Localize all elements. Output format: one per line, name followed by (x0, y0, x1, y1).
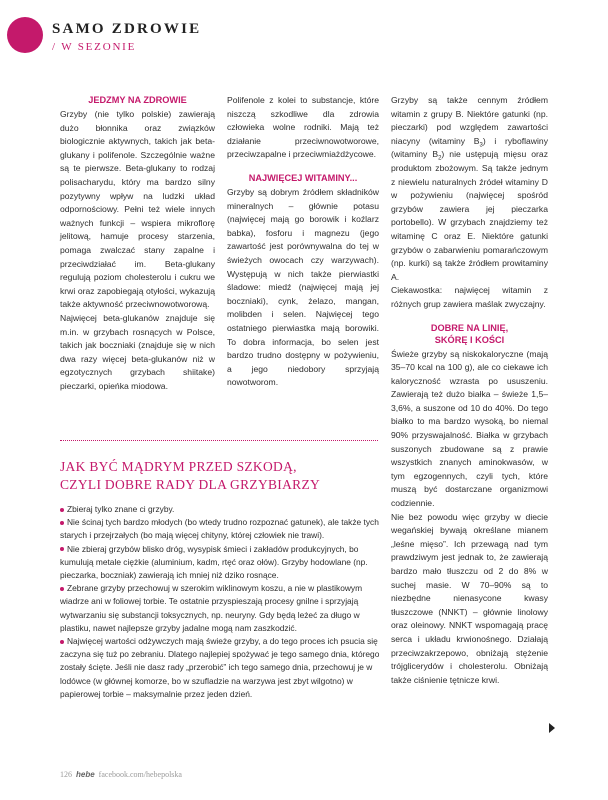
heading-jedzmy: JEDZMY NA ZDROWIE (88, 95, 187, 105)
paragraph: Grzyby (nie tylko polskie) zawierają dużo błonnika oraz związków biologicznie aktywnych, takich jak beta-glukany i polifenole. Szczególnie ważne są te pierwsze. Beta-glukany to rodzaj polisacharydu, który ma bardzo silny pozytywny wpływ na ludzki układ odpornościowy. Pełni też wiele innych ważnych funkcji – wspiera mikroflorę jelitową, hamuje procesy starzenia, pomaga zwalczać stany zapalne i przeciwdziałać im. Beta-glukany regulują poziom cholesterolu i cukru we krwi oraz zapobiegają otyłości, wykazują także aktywność przeciwnowotworową. (60, 109, 215, 310)
column-3 (391, 94, 548, 687)
triangle-right-icon (549, 723, 555, 733)
paragraph: Grzyby są także cennym źródłem witamin z grupy B. Niektóre gatunki (np. pieczarki) pod względem zawartości niacyny (witaminy $B_3$) i ryboflawiny (witaminy $B_2$) nie ustępują mięsu oraz produktom zbożowym. Są także jednym z niewielu naturalnych źródeł witaminy D w pożywieniu (najwięcej spośród grzybów zawiera jej pieczarka portobello). W grzybach znajdziemy też witaminę C oraz E. Niektóre gatunki grzybów o zabarwieniu pomarańczowym (np. kurki) są także źródłem prowitaminy A. (391, 95, 548, 282)
page-number: 126 (60, 770, 72, 779)
bullet-icon (60, 521, 64, 525)
column-2 (227, 94, 379, 390)
tips-list (60, 503, 380, 701)
section-dot (7, 17, 43, 53)
bullet-icon (60, 640, 64, 644)
list-item: Nie zbieraj grzybów blisko dróg, wysypisk śmieci i zakładów produkcyjnych, bo kumulują metale ciężkie (aluminium, kadm, rtęć oraz ołów). Grzyby hodowlane (np. pieczarka, boczniak) zawierają ich mniej niż dziko rosnące. (60, 543, 368, 581)
paragraph: Ciekawostka: najwięcej witamin z różnych grup zawiera maślak zwyczajny. (391, 285, 548, 309)
heading-dobre: DOBRE NA LINIĘ, SKÓRĘ I KOŚCI (430, 322, 509, 345)
paragraph: Najwięcej beta-glukanów znajduje się m.in. w grzybach rosnących w Polsce, takich jak boczniaki (znajduje się w nich dwa razy więcej beta-glukanów niż w egzotycznych grzybach shiitake) pieczarki, opieńka miodowa. (60, 312, 215, 391)
bullet-icon (60, 547, 64, 551)
box-title: JAK BYĆ MĄDRYM PRZED SZKODĄ, CZYLI DOBRE RADY DLA GRZYBIARZY (60, 459, 321, 492)
list-item: Najwięcej wartości odżywczych mają świeże grzyby, a do tego proces ich psucia się zaczyna się tuż po zebraniu. Dlatego najlepiej spożywać je tego samego dnia, którego zostały ścięte. Jeśli nie dasz rady „przerobić” ich tego samego dnia, przechowuj je w lodówce (w głównej komorze, bo w szufladzie na warzywa jest zbyt wilgotno) w papierowej torbie – maksymalnie przez jeden dzień. (60, 636, 380, 699)
bullet-icon (60, 508, 64, 512)
paragraph: Świeże grzyby są niskokaloryczne (mają 35–70 kcal na 100 g), ale co ciekawe ich kaloryczność wzrasta po ususzeniu. Zawierają też dużo białka – świeże 1,5–3,6%, a suszone od 10 do 40%. Do tego białko to ma bardzo wysoką, bo niemal 90% przyswajalność. Białka w grzybach suszonych zbudowane są z prawie wszystkich znanych aminokwasów, w tym egzogennych, czyli tych, które muszą być dostarczane organizmowi codziennie. (391, 348, 548, 509)
list-item: Zebrane grzyby przechowuj w szerokim wiklinowym koszu, a nie w plastikowym wiadrze ani w foliowej torbie. Te ostatnie przyspieszają procesy gnilne i sprzyjają wytwarzaniu się substancji toksycznych, np. neuryny. Gdy będą leżeć za długo w plastiku, nawet najlepsze grzyby jadalne mogą nam zaszkodzić. (60, 583, 363, 633)
divider (60, 440, 378, 441)
column-1 (60, 94, 215, 393)
list-item: Nie ścinaj tych bardzo młodych (bo wtedy trudno rozpoznać gatunek), ale także tych starych i przejrzałych (bo mają więcej chityny, której człowiek nie trawi). (60, 517, 379, 541)
heading-witaminy: NAJWIĘCEJ WITAMINY... (248, 172, 358, 183)
brand-logo: hebe (76, 770, 95, 779)
list-item: Zbieraj tylko znane ci grzyby. (60, 503, 380, 516)
footer (60, 770, 182, 779)
paragraph: Grzyby są dobrym źródłem składników mineralnych – głównie potasu (najwięcej mają go borowik i koźlarz babka), fosforu i magnezu (jego zawartość jest porównywalna do tej w świeżych owocach czy warzywach). Występują w nich także pierwiastki śladowe: miedź (najwięcej mają jej boczniaki), cynk, żelazo, mangan, molibden i selen. Najwięcej tego ostatniego pierwiastka mają borowiki. To dobra informacja, bo selen jest bardzo trudno dostępny w pożywieniu, a jego niedobory sprzyjają nowotworom. (227, 186, 379, 388)
paragraph: Polifenole z kolei to substancje, które niszczą szkodliwe dla zdrowia człowieka wolne rodniki. Mają też działanie przeciwnowotworowe, przeciwzapalne i przeciwmiażdżycowe. (227, 95, 379, 160)
footer-url: facebook.com/hebepolska (98, 770, 182, 779)
section-subtitle: / W SEZONIE (52, 41, 137, 53)
bullet-icon (60, 587, 64, 591)
paragraph: Nie bez powodu więc grzyby w diecie wegańskiej bywają określane mianem „leśne mięso”. Ich przewagą nad tym prawdziwym jest jednak to, że zawierają bardzo mało tłuszczu od 2 do 8% w suchej masie. W 70–90% są to niezbędne nienasycone kwasy tłuszczowe (NNKT) – głównie linolowy oraz oleinowy. NNKT wspomagają pracę serca i układu krwionośnego. Działają przeciwzakrzepowo, obniżają stężenie trójglicerydów i cholesterolu. Obniżają także ciśnienie tętnicze krwi. (391, 511, 548, 685)
section-title: SAMO ZDROWIE (52, 21, 202, 37)
